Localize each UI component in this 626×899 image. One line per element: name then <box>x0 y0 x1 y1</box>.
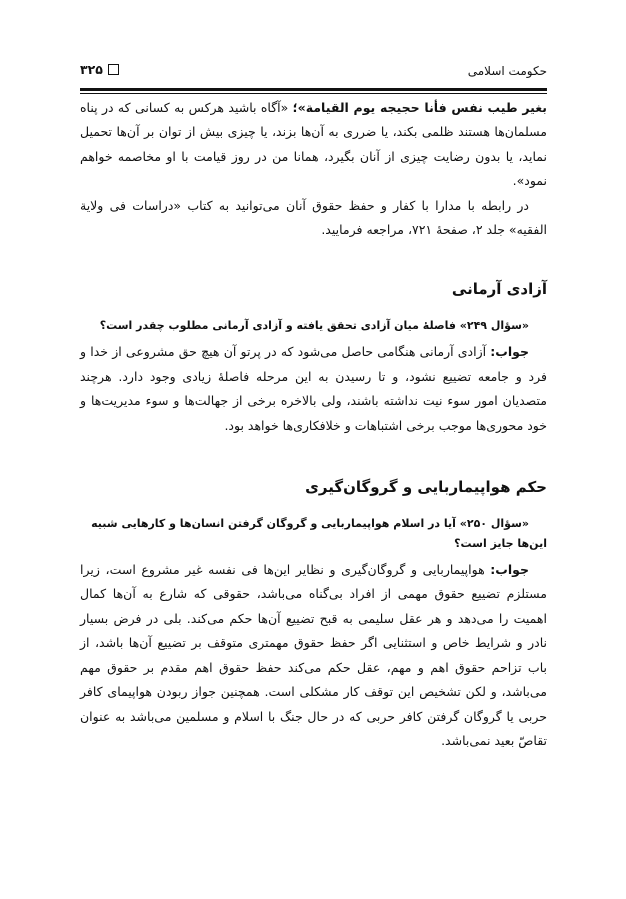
text-span: جنگ با اسلام و مسلمین می‌باشد به عنوان تقاصّ بعید نمی‌باشد. <box>80 708 547 748</box>
answer-paragraph <box>80 558 547 753</box>
section-heading: آزادی آرمانی <box>451 280 547 299</box>
text-span: کمال اهمیت را می‌دهد و هر عقل سلیمی به قبح تضییع آن‌ها حکم می‌کند. بلی در <box>80 586 547 626</box>
text-span: خدا و فرد و جامعه تضییع نشود، و تا رسیدن به این مرحله فاصلهٔ زیادی وجود دارد. <box>80 344 547 384</box>
text-span: «آگاه باشید هرکس به کسانی که در پناه <box>80 100 293 115</box>
text-span: فرض بسیار نادر و شرایط خاص و استثنایی اگر حفظ حقوق مهمتری متوقف بر <box>80 610 547 651</box>
text-span: اهم مقدم بر حقوق مهم می‌باشد، و لکن تشخیص این توقف کار مشکلی است. <box>80 659 547 700</box>
running-header <box>80 62 547 84</box>
square-icon <box>108 64 119 75</box>
page-number <box>80 62 119 77</box>
question: «سؤال ۲۵۰» آیا در اسلام هواپیماربایی و گروگان گرفتن انسان‌ها و کارهایی شبیه این‌ها جایز است؟ <box>91 517 547 551</box>
running-title: حکومت اسلامی <box>467 64 547 78</box>
text-span: آزادی آرمانی هنگامی حاصل می‌شود که در پرتو آن هیچ حق مشروعی از <box>112 344 491 360</box>
text-span: تضییع آن‌ها باشد، از باب تزاحم حقوق اهم و مهم، عقل حکم می‌کند حفظ حقوق <box>80 635 547 675</box>
text-span: مدیریت‌ها و خود محوری‌ها موجب برخی اشتباهات و خلافکاری‌ها خواهد بود. <box>80 393 547 433</box>
text-span: مخاصمه خواهم نمود». <box>80 148 547 189</box>
text-span: الفقیه» جلد ۲، صفحهٔ ۷۲۱، مراجعه فرمایید. <box>321 222 547 238</box>
answer-label: جواب: <box>490 344 529 360</box>
answer-label: جواب: <box>490 562 529 578</box>
text-span: زیرا مستلزم تضییع حقوق مهمی از افراد بی‌گناه می‌باشد، حقوقی که شارع به آن‌ها <box>80 562 547 602</box>
header-rule <box>80 88 547 94</box>
answer-paragraph <box>80 340 547 438</box>
page-number-text: ۳۲۵ <box>80 62 103 77</box>
book-page <box>80 0 547 753</box>
text-span: در رابطه با مدارا با کفار و حفظ حقوق آنان می‌توانید به کتاب «دراسات فی ولایة <box>80 197 529 213</box>
paragraph-reference <box>80 194 547 243</box>
section-heading: حکم هواپیماربایی و گروگان‌گیری <box>305 478 547 497</box>
text-span: هواپیماربایی و گروگان‌گیری و نظایر این‌ها فی نفسه غیر مشروع است، <box>105 562 491 578</box>
text-span: تحمیل نماید، یا بدون رضایت چیزی از آنان بگیرد، همانا من در روز قیامت با او <box>80 124 547 164</box>
question: «سؤال ۲۴۹» فاصلهٔ میان آزادی تحقق یافته و آزادی آرمانی مطلوب چقدر است؟ <box>99 319 529 333</box>
text-span: هرچند متصدیان امور سوء نیت نداشته باشند، ولی بالاخره برخی از جهالت‌ها و سوء <box>80 368 547 409</box>
paragraph-hadith-translation <box>80 96 547 194</box>
text-span: همچنین جواز ربودن هواپیمای کافر حربی یا گروگان گرفتن کافر حربی که در حال <box>80 684 547 724</box>
hadith-arabic: بغیر طیب نفس فأنا حجیجه یوم القیامة»؛ <box>292 100 547 115</box>
text-span: مسلمان‌ها هستند ظلمی بکند، یا ضرری به آن‌ها بزند، یا چیزی بیش از توان بر آن‌ها <box>116 124 547 140</box>
